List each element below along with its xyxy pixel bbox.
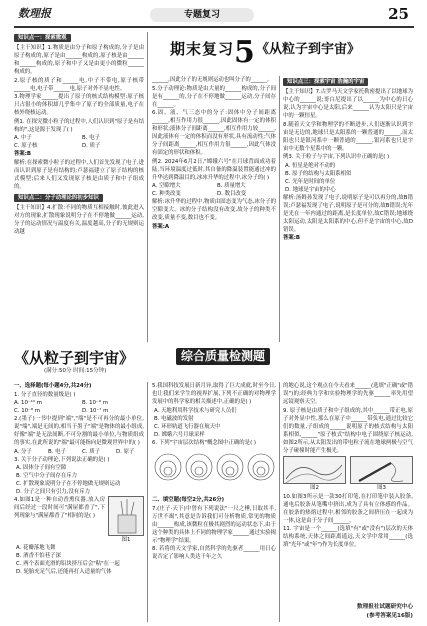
q1-options-2 [14, 407, 144, 415]
text-3: 6.固、液、气三态中的分子:固体中分子间距离______,相互作用力很______,因此固体有一定的体积和形状;液体分子间距离______,相互作用力较______,因此液体有一定的体积而没有形状,具有流动性;气体分子间距离______,相互作用力很______,因此气体没有固定的形状和体积。 [152, 110, 276, 157]
column-6 [283, 382, 413, 608]
quiz-subtitle: 综合质量检测题 [176, 348, 270, 365]
figure-caption: 图2 [310, 484, 319, 491]
main-knowledge-4: 【主干知识】4.扩散:不同的物质互相接触时,彼此进入对方的现象,扩散现象说明分子在不停地做______运动,分子的运动情况与温度有关,温度越高,分子的无规则运动越 [14, 204, 144, 235]
knowledge-tag-1: 知识点一：探索微观 [14, 34, 71, 42]
example-2-answer: 答案:A [152, 223, 170, 230]
footer-text: 数理报社试题研究中心 (参考答案见16版) [357, 604, 413, 619]
banner-title: 《从粒子到宇宙》 [256, 42, 361, 57]
question-1: 1. 分子直径的数量级是( ) [14, 391, 76, 398]
main-knowledge-7: 【主干知识】7.古罗马天文学家托勒密提出了以地球为中心的______说;哥白尼提出了以______为中心的日心说,认为宇宙中心是太阳,后来______认为太阳只是宇宙中的一颗恒星。 [283, 89, 413, 119]
option: C. 扩散现象说明分子在不停地做无规则运动 [16, 481, 121, 488]
fig2-wrap [283, 456, 346, 492]
footer-credit [357, 603, 413, 620]
option: D. 分子之间只有引力,没有斥力 [16, 489, 90, 496]
aurora-image [283, 456, 346, 484]
option: A. 固体分子间有空隙 [16, 465, 67, 472]
question-10: 10.如图3所示是一款30打印笔,在打印笔中装入胶条,通电后胶条从笔嘴中挤出,成为了具有立体感的作品。在胶条的热熔过程中,相邻的胶条之间挤压在一起成为一体,这是由于分子间______。 [283, 493, 413, 524]
option: B. 空气中分子间存在斥力 [16, 473, 78, 480]
main-knowledge-2: 2.原子核的质子和______电,中子不带电,原子核带______电,电子带______电,原子对外不显电性。 [14, 77, 144, 92]
example-1-options-row-2 [14, 142, 144, 150]
option: A. 分子 [14, 448, 32, 455]
option: A. 恒星是绝对不动的 [285, 162, 336, 169]
review-banner [152, 33, 406, 73]
option: B. 酒香不怕巷子深 [16, 553, 61, 560]
example-3-analysis: 解析:汤姆孙发现了电子,说明原子是可以再分的,故B错误;卢瑟福发现了电子,说明原子是可分的,故B错误;光年是光在一年内通过的距离,是长度单位,故C错误;地球绕太阳运动,太阳是太阳系的中心,但不是宇宙的中心,故D错误。 [283, 194, 413, 233]
option: C. 质子 [82, 448, 100, 455]
newspaper-name: 数理报 [18, 7, 51, 20]
option: A. 空隙增大 [152, 183, 181, 190]
page-header [0, 0, 427, 30]
option: C. 10⁻⁸ m [14, 408, 41, 415]
3d-pen-icon [351, 457, 411, 485]
banner-number: 5 [234, 35, 255, 70]
column-4 [14, 382, 144, 622]
option: C. 光年是时间的单位 [285, 178, 336, 185]
example-2-analysis: 解析:冰升华的过程中,物质由固态变为气态,冰分子的空隙变大。冰的分子结构没有改变,故分子的种类不改变,质量不变,数目也不变。 [152, 199, 276, 222]
column-divider [279, 76, 280, 342]
example-2: 例2. 2024年6月2日,"嫦娥六号"在月球背面成功着陆,当环境温度过低时,其自备的降温装置能通过冲的升华达到降温目的,冰冰升华的过程中,冰分子的( ) [152, 158, 276, 181]
option: C. 种类改变 [152, 191, 181, 198]
question-8: 8. 若将的天文学家,自然科学的先驱者______用日心说否定了影响人类达千年之久 [152, 546, 276, 561]
option: B. 电子 [82, 135, 100, 142]
option: D. 10⁻⁷ m [82, 408, 109, 415]
example-1-analysis: 解析:在探索微小粒子的过程中,人们首先发现了电子,进而认识到原子是有结构的;卢瑟福建立了原子结构的核式模型;后来人们又发现原子核是由质子和中子组成的。 [14, 159, 144, 190]
column-3 [283, 76, 413, 342]
example-3-answer: 答案:B [283, 235, 301, 242]
q2-options-1 [14, 448, 144, 456]
question-5: 5.我国科技发展日新月异,取得了巨大成就,时至今日,也让我们来学生的视界扩展,下列不正确的对物理学发展中的科学家的相关描述中,正确的是( ) [152, 383, 276, 405]
aroma-diffuser-icon [109, 497, 144, 537]
option: D. 轮胎充足气后,还能再打入适量的气体 [16, 569, 112, 576]
question-8-continued: 的地心说,这个观点在今天看来______(选填"正确"或"错误")的;经典力学和实验物理学的先驱______率先用望远镜观察天空。 [283, 383, 413, 405]
column-divider [147, 32, 148, 342]
column-1 [14, 32, 144, 342]
example-1: 例1. 在探究微小粒子的过程中,人们认识到"原子是有结构的",这是源于发现了( ) [14, 118, 144, 133]
example-2-options-row-2 [152, 190, 276, 198]
example-2-options-row-1 [152, 182, 276, 190]
fig3-wrap [350, 456, 413, 492]
option: A. 花瓣落地飞舞 [16, 545, 56, 552]
option: B. 原子的结构与太阳系相似 [285, 170, 352, 177]
figures-row [283, 456, 413, 492]
q4-block [14, 496, 144, 544]
text-2: 5.分子动理论:物质是由大量的______构成的,分子间是有______的,分子在不停地做______运动,分子间存在______。 [152, 85, 276, 108]
header-rule [14, 26, 414, 28]
question-11: 11. 宇宙是一个______(选填"有"或"没有")层次的天体结构系统,天体之间距离遥远,天文学中常用______(选填"光年"或"年")作为长度单位。 [283, 526, 413, 549]
universe-hierarchy-diagrams [152, 447, 276, 493]
option: C. 原子核 [14, 143, 38, 150]
quiz-meta: (满分:50分 时间:15分钟) [44, 368, 107, 374]
main-knowledge-1: 【主干知识】1.物质是由分子和原子构成的,分子是由原子构成的,原子是由______构成的,原子核是由______和______构成的,原子和中子又是由更小的微粒______构成的。 [14, 45, 144, 75]
column-5 [152, 382, 276, 622]
option: C. 环形轨道飞行器在航天中 [154, 423, 221, 430]
aurora-icon [284, 457, 344, 485]
question-3: 3. 关于分子动理论,下列说法正确的是( ) [14, 456, 110, 463]
text-1: ______,因此分子的无规则运动也叫分子的______。 [152, 77, 273, 83]
option: B. 电磁波的发射 [154, 415, 194, 422]
section-title: 专题复习 [183, 10, 220, 20]
example-3: 例3. 关于粒子与宇宙,下列认识中正确的是( ) [283, 154, 390, 161]
figure-caption: 图3 [377, 484, 386, 491]
page-number: 25 [388, 5, 409, 23]
question-2: 2.(墨子)一书中提到"端","端"是不可再分的最小单位,说"端",端是无间的,相当于墨子"端"是物体的最小组成,好像"端"是无法间断,不可分割的最小单位,与物质组成的事实,在此所说的"端"最可能指向是微观世界中的( ) [14, 416, 144, 447]
option: B. 电子 [48, 448, 66, 455]
option: D. 数目改变 [217, 191, 247, 198]
fig1-wrap [108, 496, 144, 544]
q1-options-1 [14, 399, 144, 407]
option: D. 地球是宇宙的中心 [285, 186, 336, 193]
question-4: 4.如图1是一种自动香熏仪器,放入房间后经过一段时间可"满屋都香了",下列现象与"满屋都香了"相同的是( ) [14, 497, 105, 520]
figure-caption: 图1 [121, 537, 131, 544]
option: B. 质量增大 [217, 183, 246, 190]
main-knowledge-3: 3.物理学家______提出了原子的核式结构模型:原子核只占很小的体积却几乎集中了原子的全部质量,电子在核外绕核运动。 [14, 94, 144, 117]
column-divider [279, 382, 280, 622]
option: A. 天地利用科学技术与研究人员们 [154, 407, 237, 414]
option: A. 10⁻¹⁰ m [14, 400, 43, 407]
knowledge-tag-3: 知识点三：探索宇宙 浩瀚的宇宙 [283, 78, 368, 86]
section-heading-2: 二、填空题(每空2分,共26分) [152, 497, 225, 504]
question-6: 6. 下列"宇宙层次结构"概念图中正确的是( ) [152, 439, 256, 446]
quiz-title: 《从粒子到宇宙》 [14, 349, 135, 367]
option: D. 原子 [116, 448, 135, 455]
option: D. 嫦娥六号月球采样 [154, 431, 205, 438]
option: B. 10⁻⁹ m [82, 400, 108, 407]
option: D. 质子 [82, 143, 101, 150]
question-7: 7.(庄子·天下)中曾有下列说法"一尺之棰,日取其半,万世不竭",其意是告诉我们可分析物质,常见的物质由______构成,该微粒在极其剧烈的运动状态下,由于这个种类的具体上不同的物理学家______通过实验揭示"物理学"结果。 [152, 505, 276, 544]
3d-pen-image [350, 456, 413, 484]
column-divider [147, 382, 148, 622]
quiz-banner [0, 345, 427, 381]
section-heading-1: 一、选择题(每小题4分,共24分) [14, 383, 92, 389]
column-2 [152, 76, 276, 342]
aroma-diffuser-image [108, 496, 144, 536]
knowledge-tag-2: 知识点二：分子动理论的初步知识 [14, 194, 103, 202]
option: C. 两个表面光滑的铅块挤压后会"粘"在一起 [16, 561, 120, 568]
example-1-answer: 答案:B [14, 151, 32, 158]
example-1-options-row-1 [14, 134, 144, 142]
question-9: 9. 原子核是由质子和中子组成的,其中______带正电,原子对外显中性,那么在原子中______带负电,通过比较它们的数量,子组成的______说明原子的核式结构与太阳系相似,______"原子核式"结构中电子围绕原子核运动,如图2所示,从太阳发出的带电粒子流在地球两极与空气分子碰撞时能产生极光。 [283, 407, 413, 454]
main-knowledge-8: 8.随着天文学和物理学的不断进步,人们逐渐认识到宇宙是无边的,地球只是太阳系的一颗普通的______,而太阳也只是银河系中一颗普通的______,银河系也只是宇宙中无数个星系中的一颗。 [283, 121, 413, 152]
banner-lead: 期末复习 [170, 40, 235, 58]
option: A. 中子 [14, 135, 32, 142]
